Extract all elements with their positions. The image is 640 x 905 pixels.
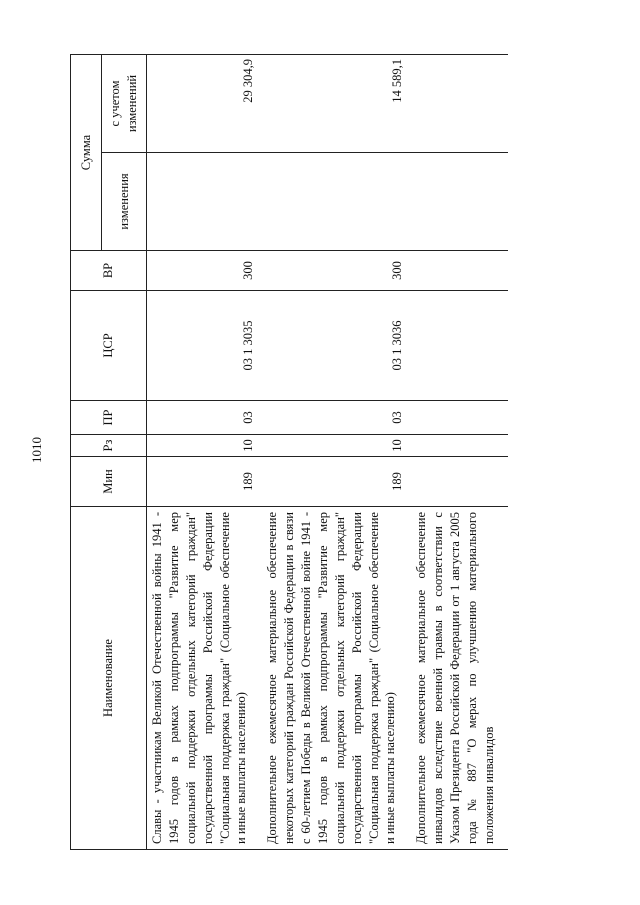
row-csr: 03 1 3036: [260, 291, 409, 401]
table-row: [260, 55, 409, 850]
header-name: Наименование: [71, 507, 147, 850]
header-min: Мин: [71, 457, 147, 507]
header-sum: Сумма: [71, 55, 102, 251]
row-csr: 03 1 3035: [147, 291, 261, 401]
table-header-row: [71, 55, 102, 850]
header-with-changes: с учетом изменений: [102, 55, 147, 153]
row-min: [409, 457, 507, 507]
row-csr: [409, 291, 507, 401]
row-rz: 10: [147, 435, 261, 457]
row-vr: 300: [147, 251, 261, 291]
header-vr: ВР: [71, 251, 147, 291]
row-pr: 03: [147, 401, 261, 435]
row-pr: [409, 401, 507, 435]
header-csr: ЦСР: [71, 291, 147, 401]
row-name: Славы - участникам Великой Отечественной войны 1941 - 1945 годов в рамках подпрограммы "Развитие мер социальной поддержки отдельных категорий граждан" государственной программы Российской Федерации "Социальная поддержка граждан" (Социальное обеспечение и иные выплаты населению): [147, 507, 261, 850]
row-name: Дополнительное ежемесячное материальное обеспечение инвалидов вследствие военной травмы в соответствии с Указом Президента Российской Федерации от 1 августа 2005 года № 887 "О мерах по улучшению материального положения инвалидов: [409, 507, 507, 850]
row-vr: 300: [260, 251, 409, 291]
row-vr: [409, 251, 507, 291]
row-with-changes: 29 304,9: [147, 55, 261, 153]
row-with-changes: [409, 55, 507, 153]
budget-table: [70, 54, 508, 850]
row-changes: [147, 153, 261, 251]
row-min: 189: [147, 457, 261, 507]
row-changes: [260, 153, 409, 251]
table-row: [409, 55, 507, 850]
header-rz: Рз: [71, 435, 147, 457]
page-number: 1010: [29, 437, 44, 463]
row-min: 189: [260, 457, 409, 507]
row-pr: 03: [260, 401, 409, 435]
row-rz: 10: [260, 435, 409, 457]
row-rz: [409, 435, 507, 457]
rotated-page-content: [70, 55, 590, 850]
table-row: [147, 55, 261, 850]
row-changes: [409, 153, 507, 251]
row-name: Дополнительное ежемесячное материальное обеспечение некоторых категорий граждан Российской Федерации в связи с 60-летием Победы в Великой Отечественной войне 1941 - 1945 годов в рамках подпрограммы "Развитие мер социальной поддержки отдельных категорий граждан" государственной программы Российской Федерации "Социальная поддержка граждан" (Социальное обеспечение и иные выплаты населению): [260, 507, 409, 850]
row-with-changes: 14 589,1: [260, 55, 409, 153]
header-changes: изменения: [102, 153, 147, 251]
header-pr: ПР: [71, 401, 147, 435]
